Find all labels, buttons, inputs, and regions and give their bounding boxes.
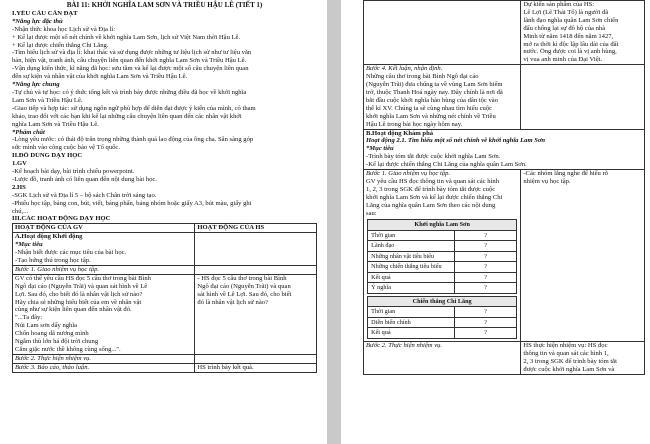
student-cell [195, 363, 317, 372]
text-line: (Nguyễn Trãi) đưa chúng ta về vùng Lam Sơn hiểm [366, 81, 503, 89]
row-value: ? [455, 241, 517, 252]
teacher-cell [13, 274, 195, 354]
text-line: 2, 3 trong SGK để trình bày tóm tắt [523, 357, 617, 365]
activity-step1-cell [364, 170, 521, 342]
activity-step2-cell [364, 341, 521, 374]
text-line: -SGK Lịch sử và Địa lí 5 – bộ sách Chân trời sáng tạo. [12, 191, 157, 199]
row-label: Những chiến thắng tiêu biểu [368, 262, 455, 273]
header-student: HOẠT ĐỘNG CỦA HS [195, 224, 317, 233]
text-line: Hoạt động 2.1. Tìm hiểu một số nét chính về khởi nghĩa Lam Sơn [366, 137, 546, 145]
table-row [368, 230, 517, 241]
text-line: khởi nghĩa Lam Sơn và những nét chính về Triều [366, 112, 496, 120]
text-line: HS thực hiện nhiệm vụ: HS đọc [523, 341, 608, 349]
table-row [13, 265, 317, 274]
text-line: -Giao tiếp và hợp tác: sử dụng ngôn ngữ phù hợp để diễn đạt được ý kiến của mình, có tham [12, 104, 256, 112]
text-line: nhiệm vụ học tập. [523, 177, 571, 185]
text-line: Hậu Lê trong bài học ngày hôm nay. [366, 120, 463, 128]
student-cell [195, 233, 317, 266]
text-line: Bước 1. Giao nhiệm vụ học tập. [366, 170, 451, 178]
text-line: -Kế hoạch bài dạy, bài trình chiếu powerpoint. [12, 168, 135, 176]
section-b-cell [364, 129, 645, 170]
teacher-cell [13, 233, 195, 266]
text-line: bản, hiện vật, tranh ảnh, câu chuyện liên quan đến khởi nghĩa Lam Sơn và Triều Hậu Lê. [12, 57, 247, 65]
text-line: Hãy chia sẻ những hiểu biết của em về nhân vật [15, 298, 142, 306]
student-cell [195, 274, 317, 354]
text-line: -Nhận thức khoa học Lịch sử và Địa lí: [12, 25, 116, 33]
text-line: cùng như sự kiện liên quan đến nhân vật đó. [15, 306, 132, 314]
text-line: III.CÁC HOẠT ĐỘNG DẠY HỌC [12, 215, 111, 223]
text-line: vị vua anh minh của Đại Việt. [523, 56, 603, 64]
table-row [13, 354, 317, 363]
student-step2-cell [521, 341, 645, 374]
text-line: II.ĐỒ DÙNG DẠY HỌC [12, 152, 83, 160]
teacher-cell [13, 363, 195, 372]
text-line: được cuộc khởi nghĩa Lam Sơn và [523, 365, 615, 373]
text-line: Dự kiến sản phẩm của HS: [523, 1, 595, 8]
text-line: đó là nhân vật lịch sử nào? [197, 298, 268, 306]
lesson-title: BÀI 11: KHỞI NGHĨA LAM SƠN VÀ TRIỀU HẬU LÊ (TIẾT 1) [66, 1, 263, 9]
text-line: -Lược đồ, tranh ảnh có liên quan đến nội dung bài học. [12, 175, 157, 183]
text-line: -Lòng yêu nước: có thái độ trân trọng những thành quả lao động của ông cha. Sẵn sàng góp [12, 136, 254, 144]
document-page-right [341, 0, 650, 444]
table-body [13, 233, 317, 372]
text-line: HS trình bày kết quả. [197, 363, 254, 371]
text-line: 1, 2, 3 trong SGK để trình bày tóm tắt được cuộc [366, 185, 496, 193]
row-value: ? [455, 283, 517, 294]
activity-table [12, 223, 317, 372]
page-content-right [363, 0, 645, 375]
row-value: ? [455, 317, 517, 328]
text-line: đấu chống lại sự đô hộ của nhà [523, 24, 606, 32]
text-line: Căm giặc nước thề không cùng sống...". [15, 345, 121, 353]
row-value: ? [455, 307, 517, 318]
text-line: Ngô đại cáo (Nguyễn Trãi) và quan sát hình về Lê [15, 282, 148, 290]
text-line: "...Ta đây: [15, 314, 43, 322]
teacher-cell [13, 265, 195, 274]
table-row [368, 307, 517, 318]
text-line: sau: [366, 209, 377, 217]
table-row [364, 170, 645, 342]
text-line: + Kể lại được chiến thắng Chi Lăng. [12, 41, 109, 49]
row-label: Diễn biến chính [368, 317, 455, 328]
row-value: ? [455, 251, 517, 262]
text-line: bắt đầu cuộc khởi nghĩa hào hùng của dân tộc vào [366, 96, 499, 104]
page-content [12, 2, 317, 373]
text-line: + Kể lại được một số nét chính về khởi nghĩa Lam Sơn, lịch sử Việt Nam thời Hậu Lê. [12, 33, 241, 41]
text-line: chú,... [12, 207, 29, 215]
text-line: -Phiếu học tập, bảng con, bút, viết, bảng phấn, bảng nhóm hoặc giấy A3, bút màu, giấy ghi [12, 199, 252, 207]
table-row [368, 317, 517, 328]
teacher-cell [13, 354, 195, 363]
text-line: Núi Lam sơn dấy nghĩa [15, 322, 78, 330]
text-line: -Tạo hứng thú trong học tập. [15, 257, 91, 264]
text-line: Ngô đại cáo (Nguyễn Trãi) và quan [197, 282, 291, 290]
text-line: GV yêu cầu HS đọc thông tin và quan sát các hình [366, 177, 500, 185]
text-line: I.YÊU CẦU CẦN ĐẠT [12, 9, 78, 17]
row-value: ? [455, 230, 517, 241]
text-line: -Kể lại được chiến thắng Chi Lăng của nghĩa quân Lam Sơn. [366, 161, 527, 169]
table-row [13, 363, 317, 372]
text-line: - HS đọc 5 câu thơ trong bài Bình [197, 274, 287, 282]
step4-cell [364, 65, 521, 129]
row-value: ? [455, 328, 517, 339]
row-label: Lãnh đạo [368, 241, 455, 252]
table-row [13, 274, 317, 354]
text-line: đến sự kiện và nhân vật của khởi nghĩa Lam Sơn và Triều Hậu Lê. [12, 73, 188, 81]
row-label: Thời gian [368, 230, 455, 241]
text-line: Bước 3. Báo cáo, thảo luận. [15, 363, 90, 371]
text-line: -Tự chủ và tự học: có ý thức tổng kết và trình bày được những điều đã học về khởi nghĩa [12, 88, 247, 96]
text-line: Lăng của nghĩa quân Lam Sơn theo các nội dung [366, 201, 496, 209]
text-line: nghĩa Lam Sơn và Triều Hậu Lê. [12, 120, 99, 128]
row-value: ? [455, 272, 517, 283]
table-row [364, 1, 645, 65]
text-line: Bước 2. Thực hiện nhiệm vụ. [15, 354, 92, 362]
table-row [368, 251, 517, 262]
text-line: *Phẩm chất [12, 128, 45, 136]
table-row [364, 341, 645, 374]
header-teacher: HOẠT ĐỘNG CỦA GV [13, 224, 195, 233]
student-cell [195, 354, 317, 363]
text-line: trở, thuộc Thanh Hoá ngày nay. Đây chính là nơi đã [366, 88, 503, 96]
table-row [368, 328, 517, 339]
row-label: Những nhân vật tiêu biểu [368, 251, 455, 262]
text-line: nước. Ông được coi là vị anh hùng, [523, 48, 617, 56]
text-line: -Nhận biết được các mục tiêu của bài học. [15, 249, 127, 257]
text-line: 1.GV [12, 160, 27, 168]
row-label: Kết quả [368, 272, 455, 283]
table-row [368, 241, 517, 252]
row-label: Kết quả [368, 328, 455, 339]
table-row [368, 262, 517, 273]
row-value: ? [455, 262, 517, 273]
student-step1-cell [521, 170, 645, 342]
table-row [368, 272, 517, 283]
text-line: Lợi. Sau đó, cho biết đó là nhân vật lịch sử nào? [15, 290, 143, 298]
text-line: Ngẫm thù lớn há đội trời chung [15, 338, 99, 346]
student-cell [195, 265, 317, 274]
row-label: Ý nghĩa [368, 283, 455, 294]
table-header-row [13, 224, 317, 233]
text-line: Minh từ năm 1418 đến năm 1427, [523, 32, 614, 40]
text-line: mở ra thời kì độc lập lâu dài của đất [523, 40, 619, 48]
text-line: -Vận dụng kiến thức, kĩ năng đã học: sưu tầm và kể lại được một số câu chuyện liên quan [12, 65, 249, 73]
text-line: -Các nhóm lắng nghe để hiểu rõ [523, 170, 608, 178]
lam-son-table: Khởi nghĩa Lam Sơn Thời gian ? Lãnh đạo ? Những nhân vật tiêu biểu ? Những chiến thắng tiêu biểu ? Kết quả ? Ý nghĩa ? [367, 219, 517, 294]
text-line: Bước 4. Kết luận, nhận định. [366, 65, 443, 73]
text-line: *Năng lực chung [12, 81, 60, 89]
expected-answer [521, 1, 645, 65]
text-line: Những câu thơ trong bài Bình Ngô đại cáo [366, 73, 479, 81]
text-line: -Tìm hiểu lịch sử và địa lí: khai thác và sử dụng được những tư liệu lịch sử như tư liệu văn [12, 49, 252, 57]
text-line: 2.HS [12, 183, 26, 191]
text-line: khởi nghĩa Lam Sơn và kể lại được chiến thắng Chi [366, 193, 503, 201]
activity-table-continued [363, 0, 645, 375]
text-line: Lam Sơn và Triều Hậu Lê. [12, 96, 83, 104]
table-row [368, 283, 517, 294]
text-line: B.Hoạt động Khám phá [366, 129, 434, 137]
text-line: sức mình vào công cuộc bảo vệ Tổ quốc. [12, 144, 121, 152]
text-line: thông tin và quan sát các hình 1, [523, 349, 609, 357]
text-line: khảo, trao đổi với các bạn khi kể lại những câu chuyện liên quan đến các nhân vật khởi [12, 112, 242, 120]
text-line: *Mục tiêu [366, 145, 394, 153]
text-line: lãnh đạo nghĩa quân Lam Sơn chiến [523, 16, 619, 24]
text-line: thế kỉ XV. Chúng ta sẽ cùng nhau tìm hiểu cuộc [366, 104, 493, 112]
row-label: Thời gian [368, 307, 455, 318]
table-row [13, 233, 317, 266]
intro-text [12, 10, 317, 223]
table-row [364, 65, 645, 129]
text-line: Chốn hoang dã nương mình [15, 330, 89, 338]
chi-lang-table: Chiến thắng Chi Lăng Thời gian ? Diễn biến chính ? Kết quả ? [367, 296, 517, 339]
text-line: A.Hoạt động Khởi động [15, 233, 83, 241]
text-line: Bước 2. Thực hiện nhiệm vụ. [366, 341, 443, 349]
text-line: Bước 1. Giao nhiệm vụ học tập. [15, 265, 100, 273]
text-line: -Trình bày tóm tắt được cuộc khởi nghĩa Lam Sơn. [366, 153, 501, 161]
table-row [364, 129, 645, 170]
text-line: sát hình về Lê Lợi. Sau đó, cho biết [197, 290, 292, 298]
text-line: GV có thể yêu cầu HS đọc 5 câu thơ trong bài Bình [15, 274, 151, 282]
text-line: *Mục tiêu [15, 241, 43, 249]
text-line: Lê Lợi (Lê Thái Tổ) là người đã [523, 8, 609, 16]
text-line: *Năng lực đặc thù [12, 17, 63, 25]
